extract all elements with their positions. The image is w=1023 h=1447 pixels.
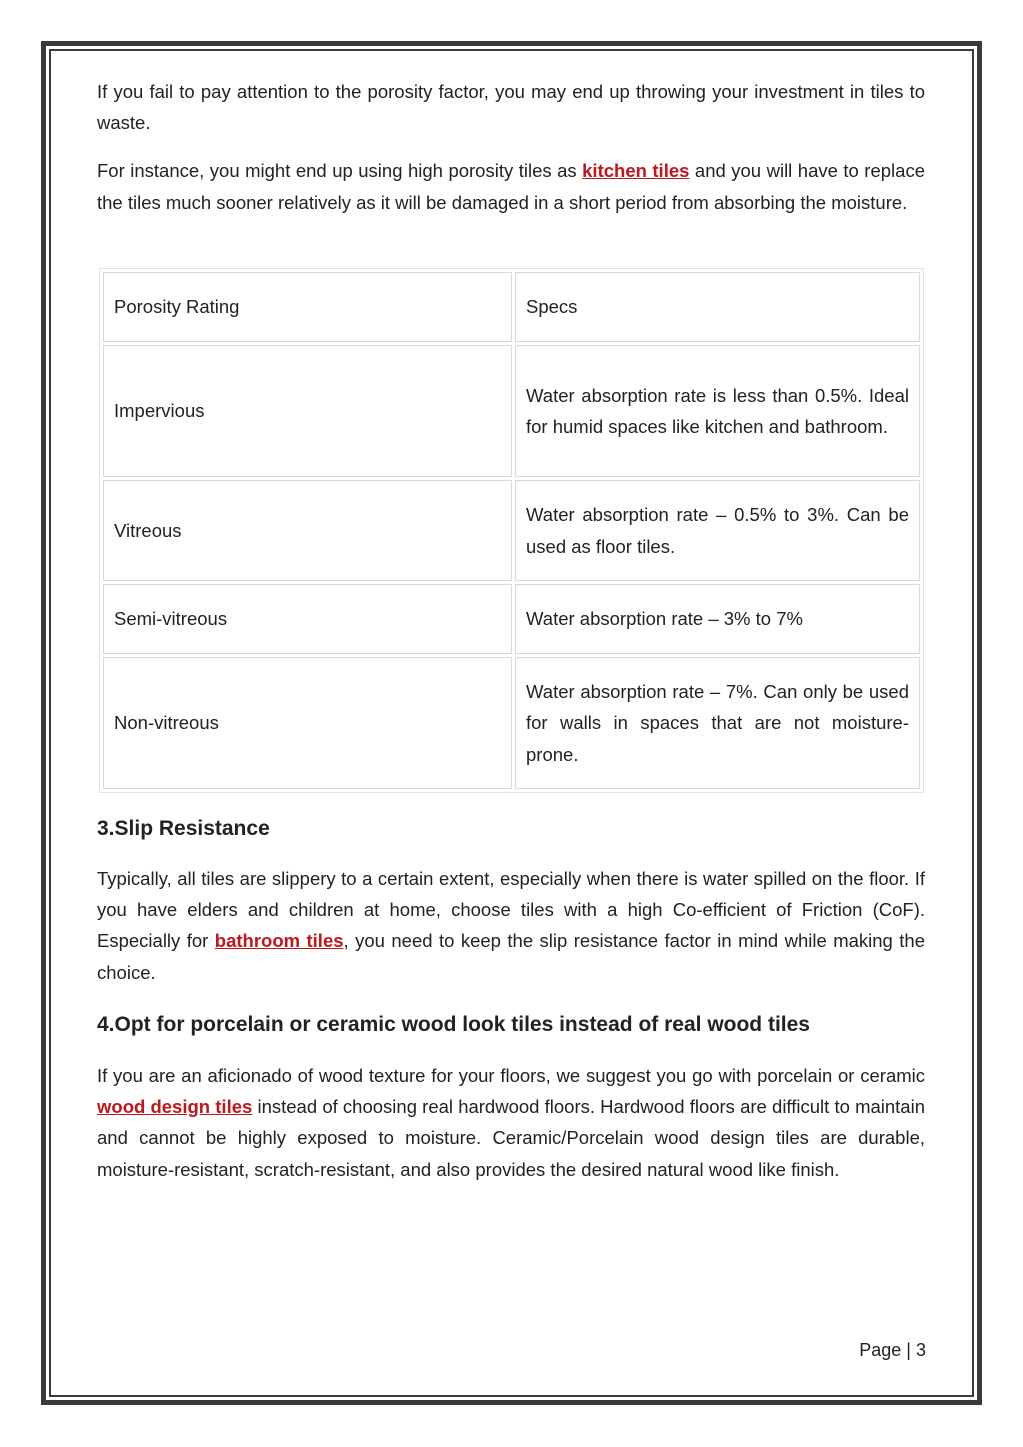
wood-heading: 4.Opt for porcelain or ceramic wood look tiles instead of real wood tiles: [97, 1013, 810, 1036]
instance-text-after: and you will have to replace the tiles much sooner relatively as it will be damaged in a short period from absorbing the moisture.: [97, 160, 925, 213]
kitchen-tiles-link[interactable]: kitchen tiles: [582, 160, 690, 182]
porosity-table: [99, 268, 924, 793]
specs-cell: Water absorption rate – 0.5% to 3%. Can be used as floor tiles.: [515, 480, 920, 581]
specs-cell: Water absorption rate is less than 0.5%. Ideal for humid spaces like kitchen and bathroom.: [515, 345, 920, 477]
wood-design-tiles-link[interactable]: wood design tiles: [97, 1096, 253, 1118]
table-row: [103, 480, 920, 581]
header-specs: Specs: [515, 272, 920, 342]
instance-text-before: For instance, you might end up using high porosity tiles as: [97, 160, 583, 182]
instance-paragraph: [97, 155, 925, 217]
rating-cell: Impervious: [103, 345, 512, 477]
porosity-intro-paragraph: If you fail to pay attention to the porosity factor, you may end up throwing your investment in tiles to waste.: [97, 81, 925, 134]
table-row: [103, 345, 920, 477]
slip-section: [97, 817, 925, 988]
page-content: [97, 76, 925, 218]
table-header-row: [103, 272, 920, 342]
rating-cell: Vitreous: [103, 480, 512, 581]
rating-cell: Semi-vitreous: [103, 584, 512, 654]
rating-cell: Non-vitreous: [103, 657, 512, 789]
wood-text-before: If you are an aficionado of wood texture for your floors, we suggest you go with porcelain or ceramic: [97, 1065, 925, 1086]
slip-heading: 3.Slip Resistance: [97, 817, 270, 840]
slip-text-after: , you need to keep the slip resistance factor in mind while making the choice.: [97, 930, 925, 983]
slip-paragraph: [97, 863, 925, 988]
wood-paragraph: [97, 1060, 925, 1185]
porosity-table-wrapper: [99, 268, 924, 793]
header-porosity-rating: Porosity Rating: [103, 272, 512, 342]
slip-text-before: Typically, all tiles are slippery to a certain extent, especially when there is water spilled on the floor. If you have elders and children at home, choose tiles with a high Co-efficient of Friction (CoF). Especially for: [97, 868, 925, 952]
wood-text-after: instead of choosing real hardwood floors. Hardwood floors are difficult to maintain and cannot be highly exposed to moisture. Ceramic/Porcelain wood design tiles are durable, moisture-resistant, scratch-resistant, and also provides the desired natural wood like finish.: [97, 1096, 925, 1180]
specs-cell: Water absorption rate – 3% to 7%: [515, 584, 920, 654]
bathroom-tiles-link[interactable]: bathroom tiles: [214, 930, 344, 952]
page-number: Page | 3: [859, 1340, 926, 1360]
wood-section: [97, 1013, 925, 1185]
table-row: [103, 657, 920, 789]
table-row: [103, 584, 920, 654]
specs-cell: Water absorption rate – 7%. Can only be used for walls in spaces that are not moisture-prone.: [515, 657, 920, 789]
